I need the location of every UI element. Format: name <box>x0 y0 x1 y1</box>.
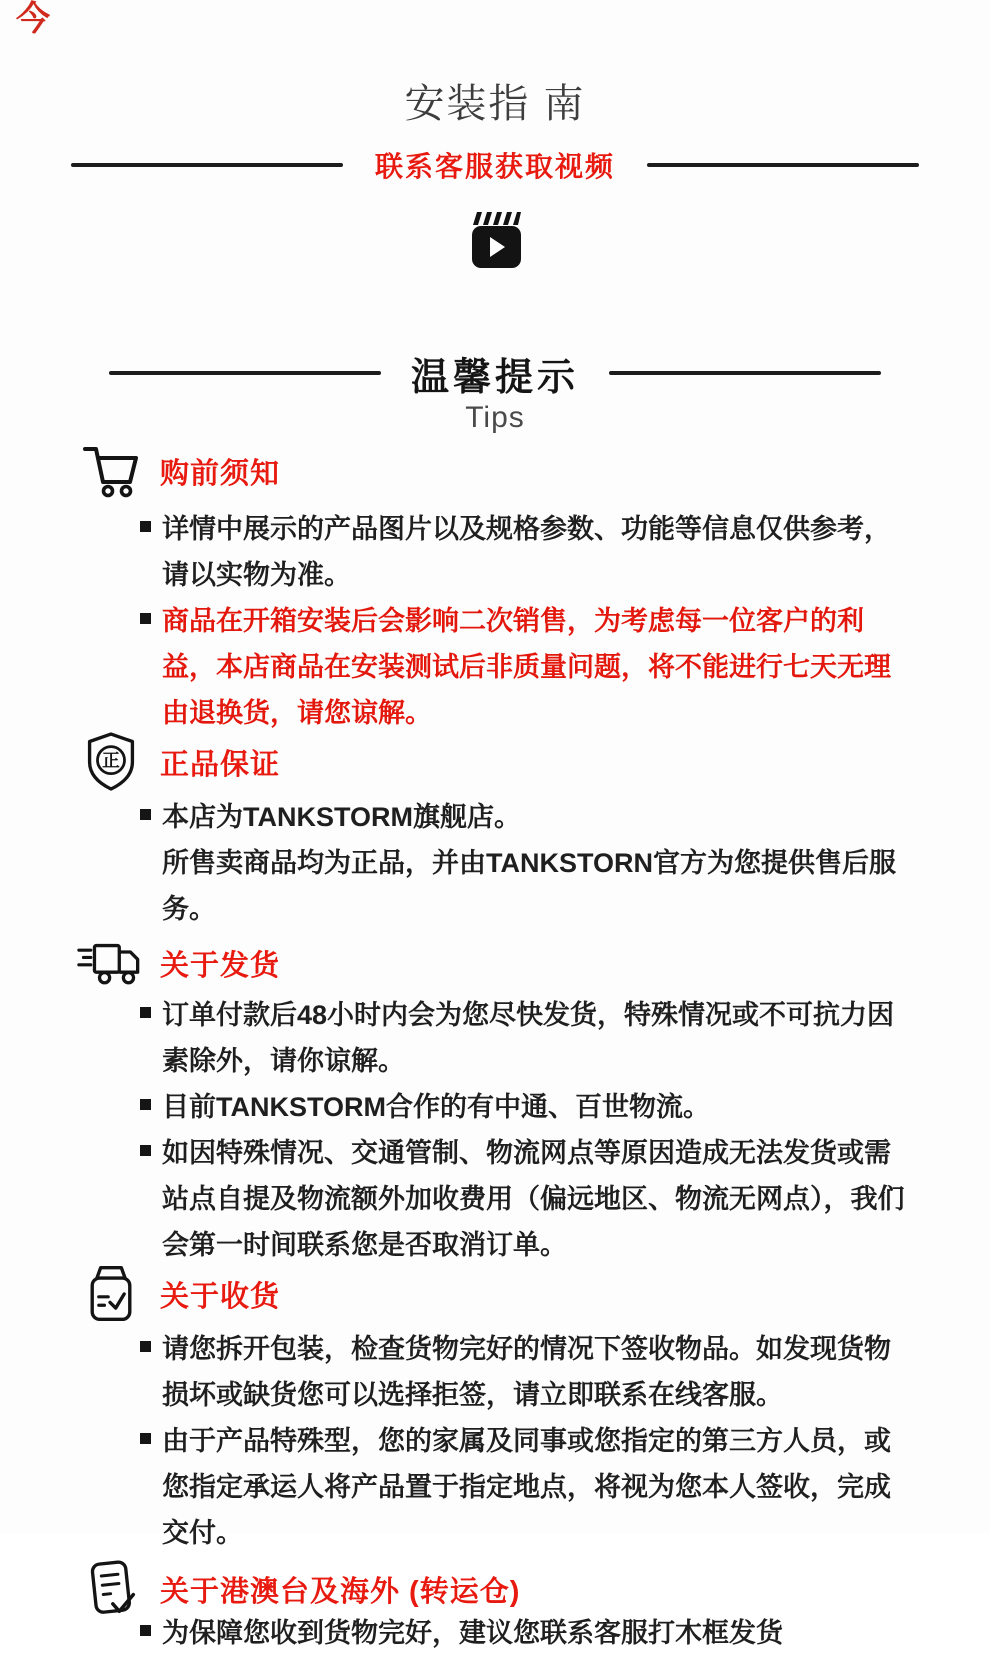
document-check-icon <box>78 1558 144 1620</box>
bullet-list <box>140 506 912 736</box>
video-subtitle-row <box>0 146 990 184</box>
square-bullet-icon <box>140 521 151 532</box>
bullet-item: 订单付款后48小时内会为您尽快发货，特殊情况或不可抗力因素除外，请你谅解。 <box>140 992 912 1084</box>
bullet-item: 本店为TANKSTORM旗舰店。 <box>140 794 912 840</box>
contact-service-label: 联系客服获取视频 <box>374 151 615 182</box>
square-bullet-icon <box>140 1433 151 1444</box>
section-title: 关于收货 <box>160 1280 281 1313</box>
package-check-icon <box>78 1263 144 1325</box>
video-icon-row <box>0 208 990 270</box>
section-title: 关于港澳台及海外 (转运仓) <box>160 1575 521 1608</box>
tips-divider-line-left <box>109 371 381 375</box>
section-header <box>0 1262 990 1326</box>
bullet-list <box>140 794 912 932</box>
svg-text:正: 正 <box>102 750 120 771</box>
bullet-item: 详情中展示的产品图片以及规格参数、功能等信息仅供参考，请以实物为准。 <box>140 506 912 598</box>
section-header <box>0 444 990 498</box>
square-bullet-icon <box>140 1145 151 1156</box>
tips-title: 温馨提示 <box>410 356 579 399</box>
delivery-truck-icon <box>78 940 144 986</box>
bullet-list <box>140 1326 912 1556</box>
square-bullet-icon <box>140 1099 151 1110</box>
tips-header-row <box>0 352 990 399</box>
page-title: 安装指 南 <box>404 82 586 126</box>
cart-icon <box>78 444 144 498</box>
shield-genuine-icon <box>78 731 144 793</box>
section-receiving <box>0 1262 990 1556</box>
section-title: 关于发货 <box>160 949 281 982</box>
bullet-item-continuation: 所售卖商品均为正品，并由TANKSTORN官方为您提供售后服务。 <box>162 848 896 924</box>
divider-line-left <box>71 163 343 167</box>
bullet-list <box>140 992 912 1268</box>
square-bullet-icon <box>140 1341 151 1352</box>
bullet-item: 由于产品特殊型，您的家属及同事或您指定的第三方人员，或您指定承运人将产品置于指定地点，将视为您本人签收，完成交付。 <box>140 1418 912 1556</box>
divider-line-right <box>647 163 919 167</box>
bullet-item: 为保障您收到货物完好，建议您联系客服打木框发货 <box>140 1610 912 1656</box>
bullet-item-warning: 商品在开箱安装后会影响二次销售，为考虑每一位客户的利益，本店商品在安装测试后非质量问题，将不能进行七天无理由退换货，请您谅解。 <box>140 598 912 736</box>
square-bullet-icon <box>140 1625 151 1636</box>
bullet-list <box>140 1610 912 1656</box>
section-header <box>0 940 990 986</box>
tips-divider-line-right <box>609 371 881 375</box>
square-bullet-icon <box>140 809 151 820</box>
bullet-item: 请您拆开包装，检查货物完好的情况下签收物品。如发现货物损坏或缺货您可以选择拒签，请立即联系在线客服。 <box>140 1326 912 1418</box>
section-title: 购前须知 <box>160 457 281 490</box>
bullet-item: 如因特殊情况、交通管制、物流网点等原因造成无法发货或需站点自提及物流额外加收费用（偏远地区、物流无网点），我们会第一时间联系您是否取消订单。 <box>140 1130 912 1268</box>
section-purchase-notes <box>0 444 990 736</box>
tips-subtitle: Tips <box>465 401 525 434</box>
bullet-item: 目前TANKSTORM合作的有中通、百世物流。 <box>140 1084 912 1130</box>
corner-mark: 今 <box>16 0 50 38</box>
section-authenticity <box>0 730 990 932</box>
clapperboard-play-icon[interactable] <box>467 208 523 270</box>
square-bullet-icon <box>140 1007 151 1018</box>
section-shipping <box>0 940 990 1268</box>
section-header <box>0 730 990 794</box>
square-bullet-icon <box>140 613 151 624</box>
section-overseas <box>0 1558 990 1656</box>
section-title: 正品保证 <box>160 748 281 781</box>
